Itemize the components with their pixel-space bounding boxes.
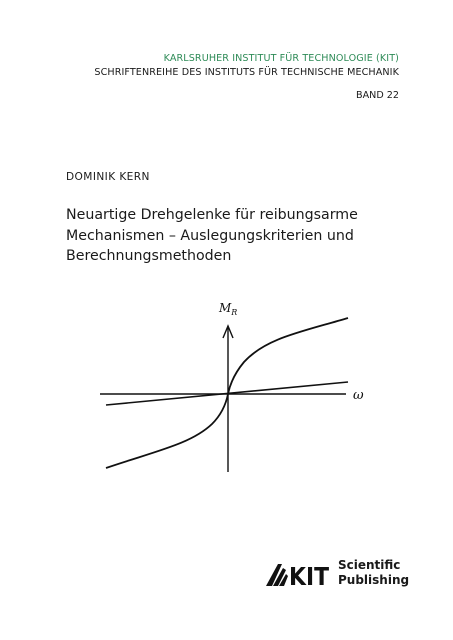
- publisher-line-2: Publishing: [338, 572, 410, 587]
- title-line-3: Berechnungsmethoden: [66, 248, 232, 264]
- book-title: [66, 205, 396, 267]
- author-name: DOMINIK KERN: [66, 171, 150, 183]
- title-line-1: Neuartige Drehgelenke für reibungsarme: [66, 207, 358, 223]
- figure-svg: [96, 296, 366, 476]
- publisher-line-1: Scientific: [338, 558, 401, 572]
- header-block: [94, 52, 399, 80]
- series-name: SCHRIFTENREIHE DES INSTITUTS FÜR TECHNISCHE MECHANIK: [94, 67, 399, 78]
- institute-name: KARLSRUHER INSTITUT FÜR TECHNOLOGIE (KIT): [163, 53, 399, 64]
- kit-logo-icon: [264, 560, 330, 591]
- x-axis-label: ω: [353, 388, 364, 403]
- publisher-block: [264, 558, 414, 594]
- svg-text:KIT: KIT: [289, 562, 329, 591]
- publisher-name: [338, 558, 409, 587]
- title-line-2: Mechanismen – Auslegungskriterien und: [66, 227, 354, 244]
- friction-torque-figure: [96, 296, 366, 476]
- y-axis-label: $M_R$: [219, 301, 238, 317]
- volume-number: BAND 22: [356, 90, 399, 101]
